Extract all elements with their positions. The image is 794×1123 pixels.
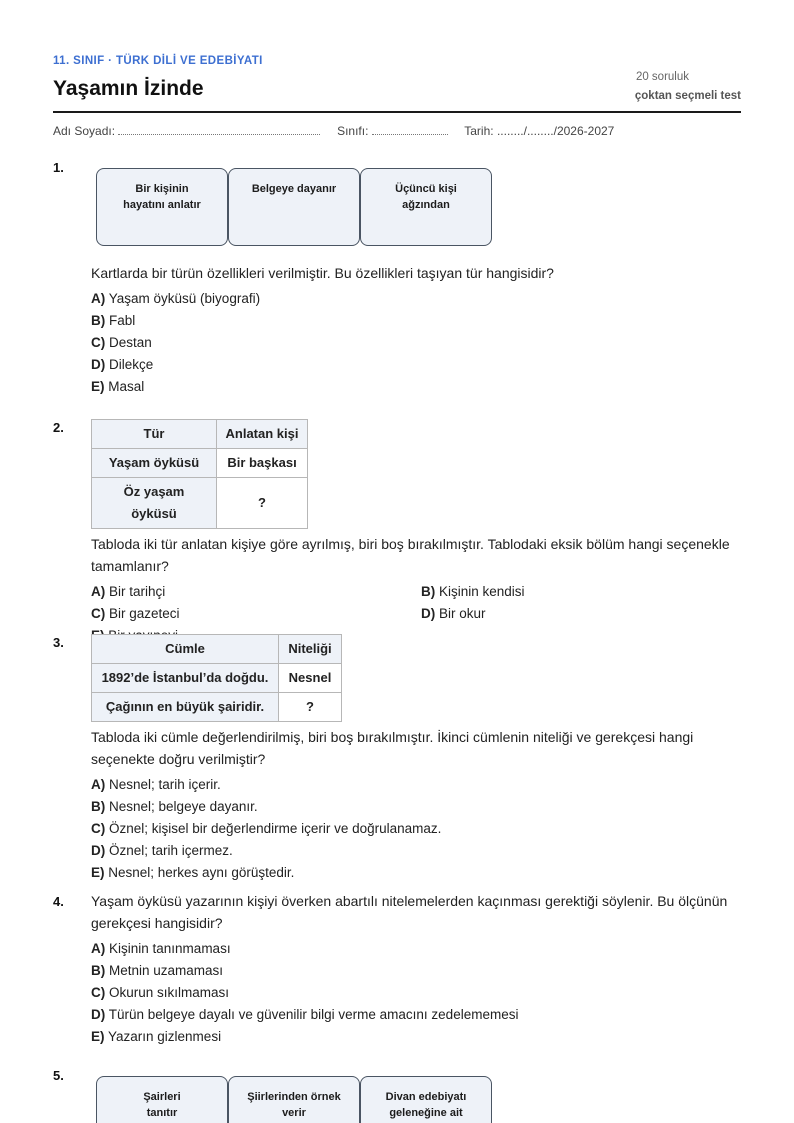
- table-header: Tür: [92, 420, 217, 449]
- date-label: Tarih:: [464, 124, 494, 138]
- feature-card: Bir kişinin hayatını anlatır: [96, 168, 228, 246]
- question-number: 2.: [53, 420, 64, 435]
- class-field[interactable]: [372, 125, 448, 135]
- feature-card: Şairleri tanıtır: [96, 1076, 228, 1123]
- option-c[interactable]: C) Öznel; kişisel bir değerlendirme içerir ve doğrulanamaz.: [91, 821, 442, 836]
- option-a[interactable]: A) Bir tarihçi: [91, 584, 166, 599]
- option-a[interactable]: A) Kişinin tanınmaması: [91, 941, 231, 956]
- name-label: Adı Soyadı:: [53, 124, 116, 138]
- question-3: [91, 634, 731, 884]
- feature-card: Şiirlerinden örnek verir: [228, 1076, 360, 1123]
- test-type: çoktan seçmeli test: [634, 90, 741, 102]
- name-field[interactable]: [118, 125, 320, 135]
- table-row: 1892’de İstanbul’da doğdu. Nesnel: [92, 664, 342, 693]
- question-number: 5.: [53, 1068, 64, 1083]
- feature-card: Divan edebiyatı geleneğine ait: [360, 1076, 492, 1123]
- class-label: Sınıfı:: [337, 124, 369, 138]
- option-a[interactable]: A) Nesnel; tarih içerir.: [91, 777, 221, 792]
- question-number: 1.: [53, 160, 64, 175]
- date-field[interactable]: ......../......../2026-2027: [496, 124, 615, 138]
- option-c[interactable]: C) Destan: [91, 335, 152, 350]
- student-info-row: [53, 124, 614, 138]
- question-number: 3.: [53, 635, 64, 650]
- option-b[interactable]: B) Metnin uzamaması: [91, 963, 224, 978]
- option-b[interactable]: B) Kişinin kendisi: [421, 584, 525, 599]
- question-count: 20 soruluk: [635, 71, 689, 83]
- table-header: Cümle: [92, 635, 279, 664]
- option-e[interactable]: E) Yazarın gizlenmesi: [91, 1029, 222, 1044]
- option-d[interactable]: D) Öznel; tarih içermez.: [91, 843, 233, 858]
- option-b[interactable]: B) Fabl: [91, 313, 136, 328]
- question-stem: Tabloda iki tür anlatan kişiye göre ayrılmış, biri boş bırakılmıştır. Tablodaki eksik bölüm hangi seçenekle tamamlanır?: [91, 536, 730, 574]
- sentence-table: [91, 634, 342, 722]
- option-a[interactable]: A) Yaşam öyküsü (biyografi): [91, 291, 261, 306]
- table-row: Yaşam öyküsü Bir başkası: [92, 449, 308, 478]
- option-c[interactable]: C) Bir gazeteci: [91, 606, 180, 621]
- table-row: Öz yaşam öyküsü ?: [92, 478, 308, 529]
- option-b[interactable]: B) Nesnel; belgeye dayanır.: [91, 799, 258, 814]
- question-stem: Kartlarda bir türün özellikleri verilmiştir. Bu özellikleri taşıyan tür hangisidir?: [91, 265, 554, 281]
- question-1: [91, 262, 731, 398]
- course-label: 11. SINIF · TÜRK DİLİ VE EDEBİYATI: [53, 55, 263, 67]
- option-e[interactable]: E) Masal: [91, 379, 145, 394]
- option-d[interactable]: D) Türün belgeye dayalı ve güvenilir bilgi verme amacını zedelememesi: [91, 1007, 519, 1022]
- question-4: [91, 890, 731, 1048]
- genre-narrator-table: [91, 419, 308, 529]
- feature-card: Belgeye dayanır: [228, 168, 360, 246]
- header-divider: [53, 111, 741, 113]
- option-d[interactable]: D) Bir okur: [421, 606, 486, 621]
- feature-cards: [96, 1076, 500, 1123]
- option-e[interactable]: E) Nesnel; herkes aynı görüştedir.: [91, 865, 295, 880]
- feature-card: Üçüncü kişi ağzından: [360, 168, 492, 246]
- table-header: Niteliği: [279, 635, 342, 664]
- question-stem: Yaşam öyküsü yazarının kişiyi överken abartılı nitelemelerden kaçınması gerektiği söylenir. Bu ölçünün gerekçesi hangisidir?: [91, 893, 728, 931]
- option-c[interactable]: C) Okurun sıkılmaması: [91, 985, 230, 1000]
- table-header: Anlatan kişi: [217, 420, 308, 449]
- page-title: Yaşamın İzinde: [53, 77, 204, 100]
- table-row: Çağının en büyük şairidir. ?: [92, 693, 342, 722]
- question-number: 4.: [53, 894, 64, 909]
- question-2: [91, 419, 731, 647]
- option-d[interactable]: D) Dilekçe: [91, 357, 154, 372]
- question-stem: Tabloda iki cümle değerlendirilmiş, biri boş bırakılmıştır. İkinci cümlenin niteliği ve gerekçesi hangi seçenekte doğru verilmiştir?: [91, 729, 694, 767]
- feature-cards: [96, 168, 500, 248]
